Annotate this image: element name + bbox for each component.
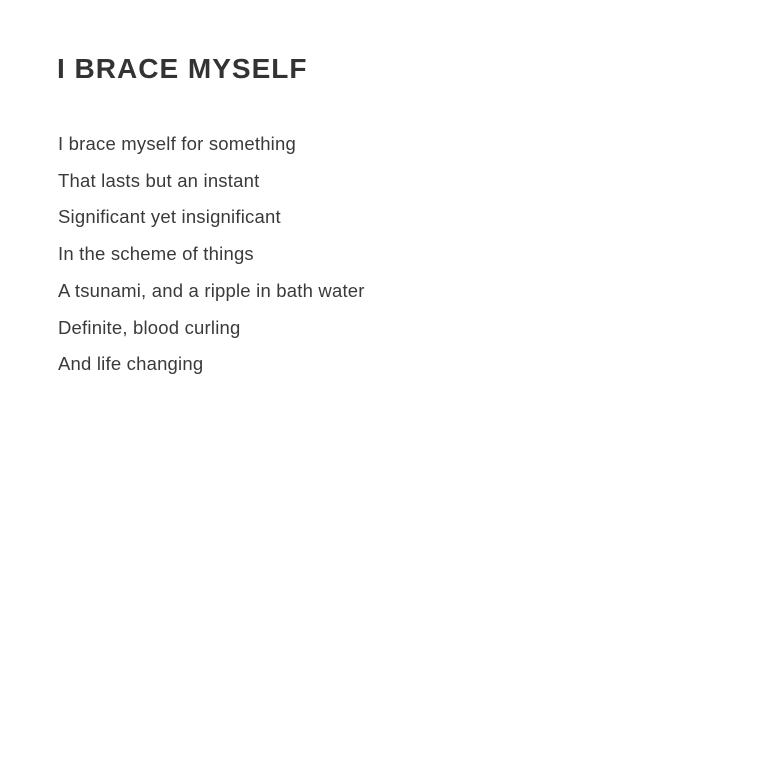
poem-body	[58, 126, 365, 383]
poem-line: I brace myself for something	[58, 133, 296, 154]
poem-line: A tsunami, and a ripple in bath water	[58, 279, 365, 301]
poem-line: Definite, blood curling	[58, 316, 241, 338]
poem-line: Significant yet insignificant	[58, 206, 281, 228]
poem-line: In the scheme of things	[58, 243, 254, 265]
poem-line: That lasts but an instant	[58, 169, 260, 191]
poem-title: I BRACE MYSELF	[57, 53, 308, 84]
poem-line: And life changing	[58, 353, 204, 375]
